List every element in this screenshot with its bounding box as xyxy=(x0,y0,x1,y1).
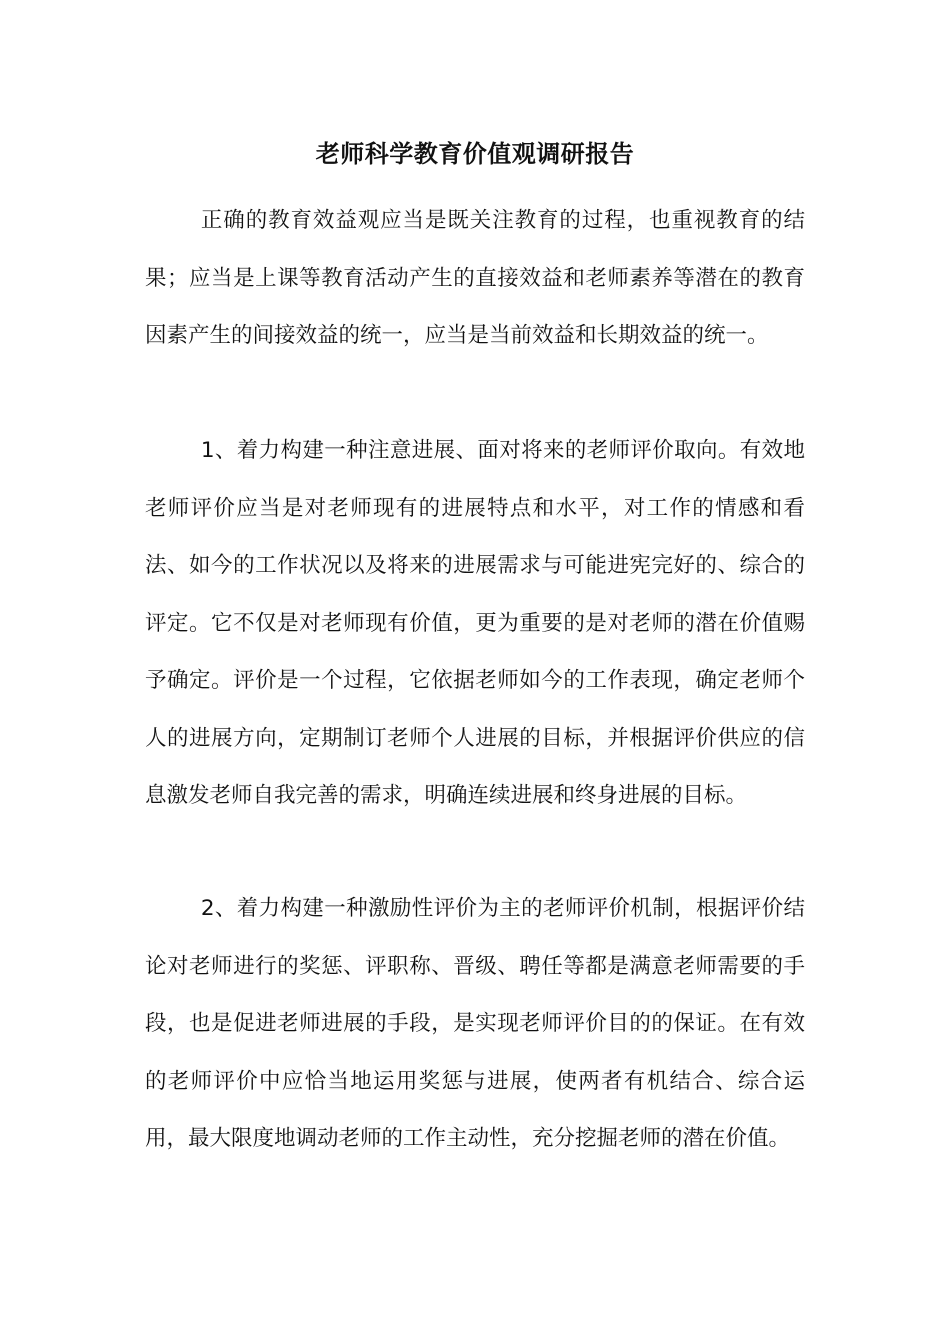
document-title: 老师科学教育价值观调研报告 xyxy=(315,140,635,168)
paragraph-intro: 正确的教育效益观应当是既关注教育的过程，也重视教育的结果；应当是上课等教育活动产生的直接效益和老师素养等潜在的教育因素产生的间接效益的统一，应当是当前效益和长期效益的统一。 xyxy=(145,208,805,348)
paragraph-point-1: 1、着力构建一种注意进展、面对将来的老师评价取向。有效地老师评价应当是对老师现有的进展特点和水平，对工作的情感和看法、如今的工作状况以及将来的进展需求与可能进宪完好的、综合的评定。它不仅是对老师现有价值，更为重要的是对老师的潜在价值赐予确定。评价是一个过程，它依据老师如今的工作表现，确定老师个人的进展方向，定期制订老师个人进展的目标，并根据评价供应的信息激发老师自我完善的需求，明确连续进展和终身进展的目标。 xyxy=(145,438,805,808)
paragraph-point-2: 2、着力构建一种激励性评价为主的老师评价机制，根据评价结论对老师进行的奖惩、评职称、晋级、聘任等都是满意老师需要的手段，也是促进老师进展的手段，是实现老师评价目的的保证。在有效的老师评价中应恰当地运用奖惩与进展，使两者有机结合、综合运用，最大限度地调动老师的工作主动性，充分挖掘老师的潜在价值。 xyxy=(145,896,805,1151)
